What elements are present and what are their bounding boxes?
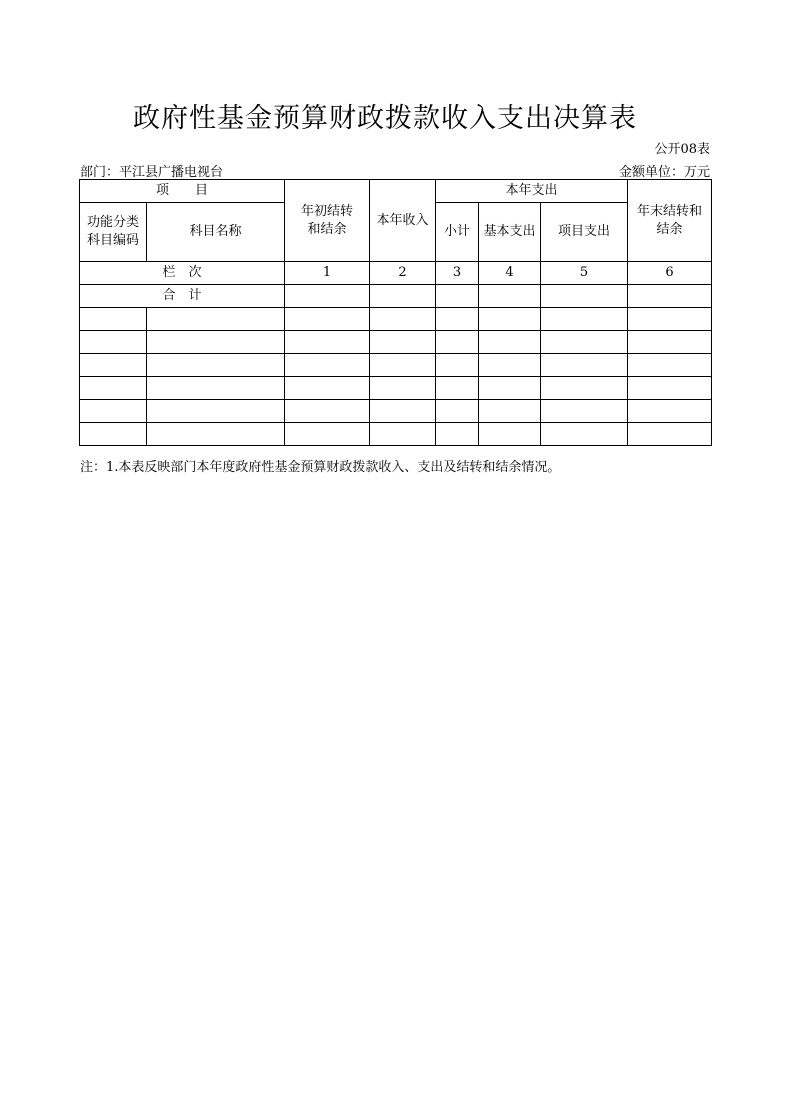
- table-row: [80, 377, 712, 400]
- header-subject-name: 科目名称: [147, 203, 285, 262]
- header-item: 项 目: [80, 180, 285, 203]
- header-project-expense: 项目支出: [541, 203, 628, 262]
- table-row: [80, 423, 712, 446]
- seq-cell: 6: [628, 262, 712, 285]
- total-cell: [370, 285, 436, 308]
- header-func-code: 功能分类科目编码: [80, 203, 147, 262]
- table-row: [80, 308, 712, 331]
- total-cell: [479, 285, 541, 308]
- seq-cell: 4: [479, 262, 541, 285]
- total-cell: [285, 285, 370, 308]
- total-label: 合 计: [80, 285, 285, 308]
- seq-cell: 5: [541, 262, 628, 285]
- seq-cell: 1: [285, 262, 370, 285]
- header-ending-balance: 年末结转和结余: [628, 180, 712, 262]
- total-cell: [436, 285, 479, 308]
- seq-cell: 2: [370, 262, 436, 285]
- header-beginning-balance: 年初结转和结余: [285, 180, 370, 262]
- department-label: 部门：平江县广播电视台: [80, 165, 224, 180]
- total-cell: [541, 285, 628, 308]
- header-basic-expense: 基本支出: [479, 203, 541, 262]
- header-subtotal: 小计: [436, 203, 479, 262]
- table-row: [80, 400, 712, 423]
- header-expense: 本年支出: [436, 180, 628, 203]
- total-cell: [628, 285, 712, 308]
- footnote: 注：1.本表反映部门本年度政府性基金预算财政拨款收入、支出及结转和结余情况。: [80, 460, 561, 475]
- header-income: 本年收入: [370, 180, 436, 262]
- budget-table: [79, 179, 712, 446]
- table-row: [80, 354, 712, 377]
- form-number: 公开08表: [654, 142, 710, 157]
- seq-cell: 3: [436, 262, 479, 285]
- amount-unit-label: 金额单位：万元: [618, 165, 710, 180]
- page-title: 政府性基金预算财政拨款收入支出决算表: [133, 103, 637, 134]
- seq-label: 栏 次: [80, 262, 285, 285]
- table-row: [80, 331, 712, 354]
